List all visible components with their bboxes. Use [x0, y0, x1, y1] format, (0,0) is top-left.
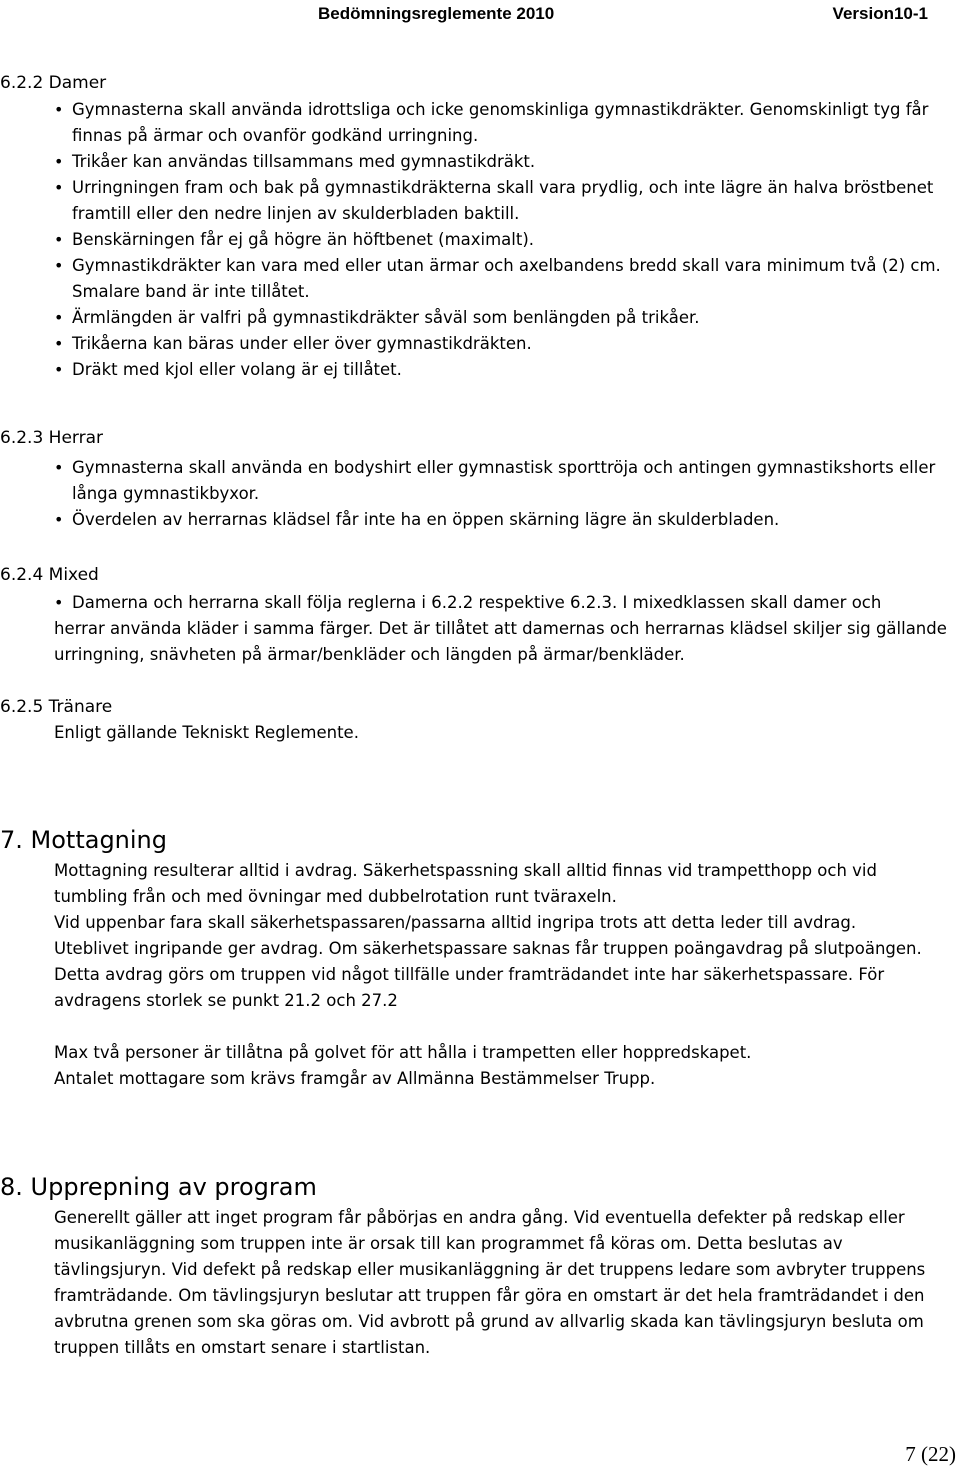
- list-item: • Trikåer kan användas tillsammans med gymnastikdräkt.: [54, 149, 952, 175]
- list-item: • Överdelen av herrarnas klädsel får inte ha en öppen skärning lägre än skulderbladen.: [54, 507, 952, 533]
- section-heading-8: 8. Upprepning av program: [0, 1173, 317, 1201]
- list-item: • Benskärningen får ej gå högre än höftbenet (maximalt).: [54, 227, 952, 253]
- list-item: • Ärmlängden är valfri på gymnastikdräkter såväl som benlängden på trikåer.: [54, 305, 952, 331]
- mottagning-paragraph-5: Antalet mottagare som krävs framgår av Allmänna Bestämmelser Trupp.: [54, 1069, 656, 1088]
- upprepning-paragraph: Generellt gäller att inget program får påbörjas en andra gång. Vid eventuella defekter på redskap eller musikanläggning som truppen inte är orsak till kan programmet få köras om. Detta beslutas av tävlingsjuryn. Vid defekt på redskap eller musikanläggning är det truppens ledare som avbryter truppens framträdande. Om tävlingsjuryn beslutar att truppen får göra en omstart är det hela framträdandet i den avbrutna grenen som ska göras om. Vid avbrott på grund av allvarlig skada kan tävlingsjuryn besluta om truppen tillåts en omstart senare i startlistan.: [54, 1208, 926, 1357]
- mottagning-paragraph-4: Max två personer är tillåtna på golvet för att hålla i trampetten eller hoppredskapet.: [54, 1043, 752, 1062]
- section-heading-6-2-4: 6.2.4 Mixed: [0, 565, 99, 585]
- mixed-continuation: herrar använda kläder i samma färger. Det är tillåtet att damernas och herrarnas klädsel skiljer sig gällande urringning, snävheten på ärmar/benkläder och längden på ärmar/benkläder.: [54, 619, 947, 664]
- mottagning-paragraph-2: Vid uppenbar fara skall säkerhetspassaren/passarna alltid ingripa trots att detta leder till avdrag.: [54, 913, 857, 932]
- section-heading-6-2-3: 6.2.3 Herrar: [0, 428, 103, 448]
- list-item: • Trikåerna kan bäras under eller över gymnastikdräkten.: [54, 331, 952, 357]
- mottagning-paragraph-3: Uteblivet ingripande ger avdrag. Om säkerhetspassare saknas får truppen poängavdrag på slutpoängen. Detta avdrag görs om truppen vid något tillfälle under framträdandet inte har säkerhetspassare. För avdragens storlek se punkt 21.2 och 27.2: [54, 939, 922, 1010]
- section-heading-7: 7. Mottagning: [0, 826, 168, 854]
- section-heading-6-2-5: 6.2.5 Tränare: [0, 697, 113, 717]
- bullet-list-mixed: [54, 590, 952, 616]
- tranare-text: Enligt gällande Tekniskt Reglemente.: [54, 723, 359, 742]
- page-header: [0, 4, 960, 24]
- section-heading-6-2-2: 6.2.2 Damer: [0, 73, 107, 93]
- list-item: • Damerna och herrarna skall följa reglerna i 6.2.2 respektive 6.2.3. I mixedklassen skall damer och: [54, 590, 952, 616]
- document-title: Bedömningsreglemente 2010: [318, 4, 555, 23]
- list-item: • Urringningen fram och bak på gymnastikdräkterna skall vara prydlig, och inte lägre än halva bröstbenet framtill eller den nedre linjen av skulderbladen baktill.: [54, 175, 952, 227]
- list-item: • Gymnastikdräkter kan vara med eller utan ärmar och axelbandens bredd skall vara minimum två (2) cm. Smalare band är inte tillåtet.: [54, 253, 952, 305]
- bullet-list-herrar: [54, 455, 952, 533]
- list-item: • Gymnasterna skall använda idrottsliga och icke genomskinliga gymnastikdräkter. Genomskinligt tyg får finnas på ärmar och ovanför godkänd urringning.: [54, 97, 952, 149]
- list-item: • Dräkt med kjol eller volang är ej tillåtet.: [54, 357, 952, 383]
- list-item: • Gymnasterna skall använda en bodyshirt eller gymnastisk sporttröja och antingen gymnastikshorts eller långa gymnastikbyxor.: [54, 455, 952, 507]
- mottagning-paragraph-1: Mottagning resulterar alltid i avdrag. Säkerhetspassning skall alltid finnas vid trampetthopp och vid tumbling från och med övningar med dubbelrotation runt tväraxeln.: [54, 861, 877, 906]
- page-number: 7 (22): [905, 1442, 956, 1466]
- document-version: Version10-1: [832, 4, 928, 23]
- bullet-list-damer: [54, 97, 952, 383]
